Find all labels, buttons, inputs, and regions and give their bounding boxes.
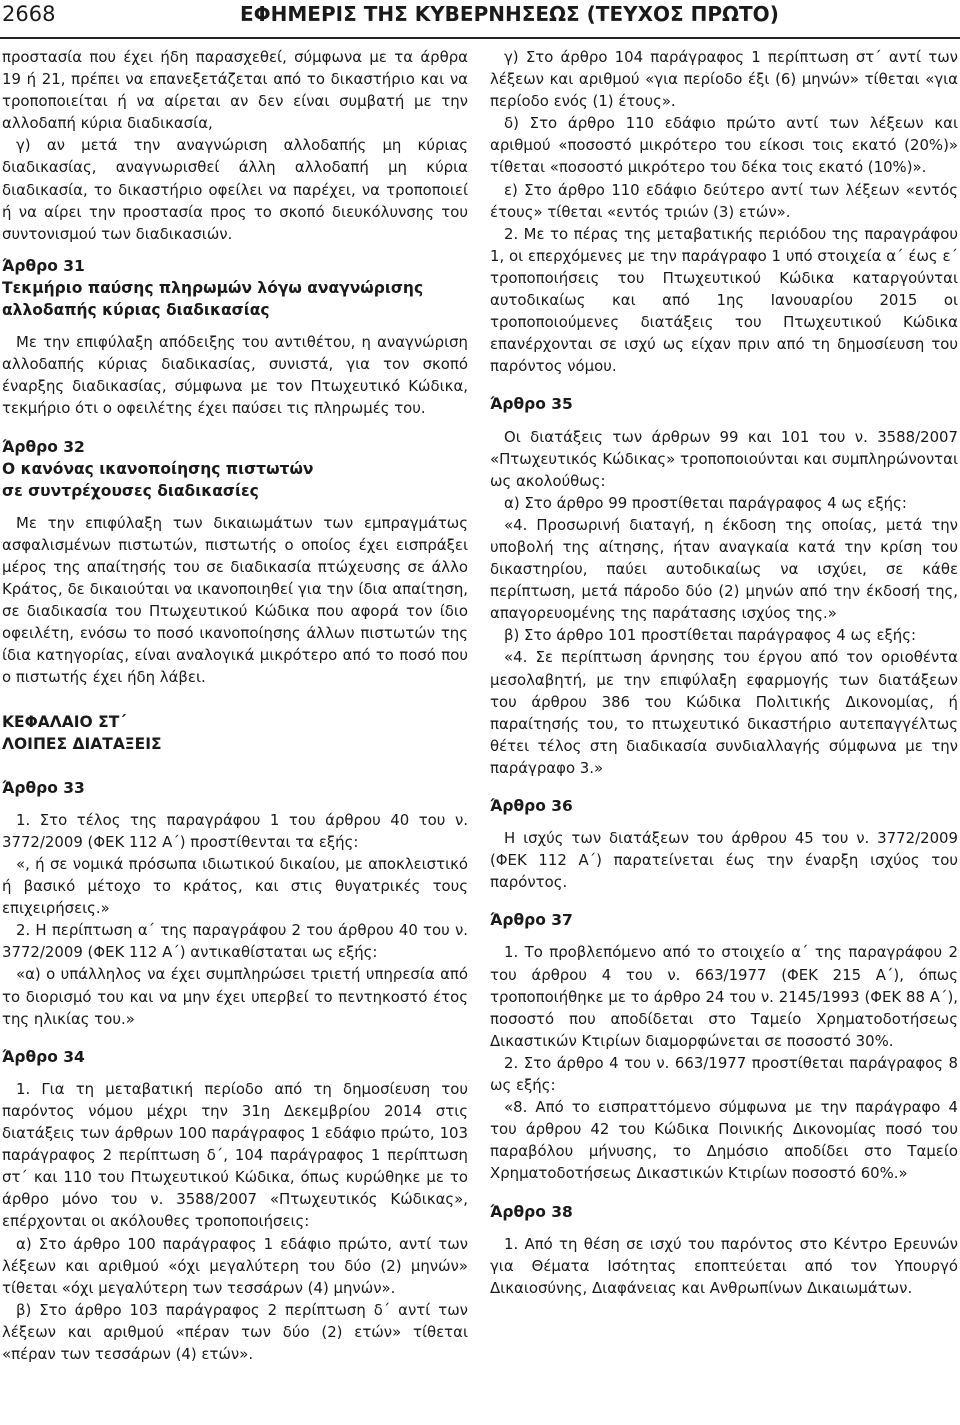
paragraph: «, ή σε νομικά πρόσωπα ιδιωτικού δικαίου, με αποκλειστικό ή βασικό μέτοχο το κράτος, και στις θυγατρικές τους επιχειρήσεις.» — [2, 855, 468, 918]
article-heading: Άρθρο 32 — [2, 437, 85, 456]
article-title: αλλοδαπής κύριας διαδικασίας — [2, 301, 270, 320]
paragraph: «α) ο υπάλληλος να έχει συμπληρώσει τριετή υπηρεσία από το διορισμό του και να μην έχει υπερβεί το πεντηκοστό έτος της ηλικίας του.» — [2, 965, 468, 1028]
paragraph: 1. Το προβλεπόμενο από το στοιχείο α΄ της παραγράφου 2 του άρθρου 4 του ν. 663/1977 (ΦΕΚ 215 Α΄), όπως τροποποιήθηκε με το άρθρο 24 του ν. 2145/1993 (ΦΕΚ 88 Α΄), ποσοστό που αποδίδεται στο Ταμείο Χρηματοδοτήσεως Δικαστικών Κτιρίων διαμορφώνεται σε ποσοστό 30%. — [490, 943, 958, 1050]
article-heading: Άρθρο 35 — [490, 395, 573, 414]
chapter-heading: ΚΕΦΑΛΑΙΟ ΣΤ΄ — [2, 712, 127, 731]
paragraph: β) Στο άρθρο 101 προστίθεται παράγραφος 4 ως εξής: — [504, 626, 917, 645]
paragraph: 1. Από τη θέση σε ισχύ του παρόντος στο Κέντρο Ερευνών για Θέματα Ισότητας εποπτεύεται από τον Υπουργό Δικαιοσύνης, Διαφάνειας και Ανθρωπίνων Δικαιωμάτων. — [490, 1234, 958, 1297]
header-rule — [0, 37, 960, 39]
paragraph: 2. Στο άρθρο 4 του ν. 663/1977 προστίθεται παράγραφος 8 ως εξής: — [490, 1053, 958, 1095]
paragraph: «4. Σε περίπτωση άρνησης του έργου από τον οριοθέντα μεσολαβητή, με την επιφύλαξη εφαρμογής των διατάξεων του άρθρου 386 του Κώδικα Πολιτικής Δικονομίας, ή παραίτησής του, το πτωχευτικό δικαστήριο αυτεπαγγέλτως θέτει τέλος στη διαδικασία συνδιαλλαγής σύμφωνα με την παράγραφο 3.» — [490, 648, 958, 777]
article-title: σε συντρέχουσες διαδικασίες — [2, 481, 259, 500]
article-heading: Άρθρο 34 — [2, 1047, 85, 1066]
paragraph: γ) Στο άρθρο 104 παράγραφος 1 περίπτωση στ΄ αντί των λέξεων και αριθμού «για περίοδο έξι (6) μηνών» τίθεται «για περίοδο ενός (1) έτους». — [490, 48, 958, 111]
right-column — [490, 46, 958, 1299]
page-header — [0, 0, 960, 40]
article-heading: Άρθρο 33 — [2, 778, 85, 797]
paragraph: Με την επιφύλαξη απόδειξης του αντιθέτου, η αναγνώριση αλλοδαπής κύριας διαδικασίας, συνιστά, για τον σκοπό έναρξης διαδικασίας, σύμφωνα με τον Πτωχευτικό Κώδικα, τεκμήριο ότι ο οφειλέτης έχει παύσει τις πληρωμές του. — [2, 333, 468, 418]
page-number: 2668 — [2, 2, 56, 26]
paragraph: Με την επιφύλαξη των δικαιωμάτων των εμπραγμάτως ασφαλισμένων πιστωτών, πιστωτής ο οποίος έχει εισπράξει μέρος της απαίτησής του σε διαδικασία πτώχευσης σε άλλο Κράτος, δε δικαιούται να ικανοποιηθεί για την ίδια απαίτηση, σε διαδικασία του Πτωχευτικού Κώδικα που αφορά τον ίδιο οφειλέτη, ενόσω το ποσό ικανοποίησης άλλων πιστωτών της ίδια κατηγορίας, είναι αναλογικά μικρότερο από το ποσό που ο πιστωτής έχει ήδη λάβει. — [2, 513, 468, 687]
paragraph: προστασία που έχει ήδη παρασχεθεί, σύμφωνα με τα άρθρα 19 ή 21, πρέπει να επανεξετάζεται από το δικαστήριο και να τροποποιείται ή να αίρεται αν δεν είναι συμβατή με την αλλοδαπή κύρια διαδικασία, — [2, 48, 468, 133]
paragraph: α) Στο άρθρο 99 προστίθεται παράγραφος 4 ως εξής: — [504, 493, 907, 512]
paragraph: α) Στο άρθρο 100 παράγραφος 1 εδάφιο πρώτο, αντί των λέξεων και αριθμού «όχι μεγαλύτερη του δύο (2) μηνών» τίθεται «όχι μεγαλύτερη των τεσσάρων (4) μηνών». — [2, 1234, 468, 1297]
paragraph: γ) αν μετά την αναγνώριση αλλοδαπής μη κύριας διαδικασίας, αναγνωρισθεί άλλη αλλοδαπή μη κύρια διαδικασία, το δικαστήριο οφείλει να παρέχει, να τροποποιεί ή να αίρει την προστασία προς το σκοπό διευκόλυνσης του συντονισμού των διαδικασιών. — [2, 136, 468, 243]
article-title: Ο κανόνας ικανοποίησης πιστωτών — [2, 459, 314, 478]
paragraph: 1. Στο τέλος της παραγράφου 1 του άρθρου 40 του ν. 3772/2009 (ΦΕΚ 112 Α΄) προστίθενται τα εξής: — [2, 810, 468, 851]
paragraph: «4. Προσωρινή διαταγή, η έκδοση της οποίας, μετά την υποβολή της αίτησης, ήταν αναγκαία κατά την κρίση του δικαστηρίου, παύει αυτοδικαίως να ισχύει, σε κάθε περίπτωση, μετά πάροδο δύο (2) μηνών από την έκδοσή της, απαγορευομένης της παράτασης ισχύος της.» — [490, 515, 958, 623]
paragraph: 2. Με το πέρας της μεταβατικής περιόδου της παραγράφου 1, οι επερχόμενες με την παράγραφο 1 υπό στοιχεία α΄ έως ε΄ τροποποιήσεις του Πτωχευτικού Κώδικα καταργούνται αυτοδικαίως και από 1ης Ιανουαρίου 2015 οι τροποποιούμενες διατάξεις του Πτωχευτικού Κώδικα επανέρχονται σε ισχύ ως είχαν πριν από τη δημοσίευση του παρόντος νόμου. — [490, 224, 958, 376]
paragraph: Η ισχύς των διατάξεων του άρθρου 45 του ν. 3772/2009 (ΦΕΚ 112 Α΄) παρατείνεται έως την έναρξη ισχύος του παρόντος. — [490, 829, 958, 892]
paragraph: δ) Στο άρθρο 110 εδάφιο πρώτο αντί των λέξεων και αριθμού «ποσοστό μικρότερο του είκοσι τοις εκατό (20%)» τίθεται «ποσοστό μικρότερο του δέκα τοις εκατό (10%)». — [490, 114, 958, 177]
paragraph: 1. Για τη μεταβατική περίοδο από τη δημοσίευση του παρόντος νόμου μέχρι την 31η Δεκεμβρίου 2014 στις διατάξεις των άρθρων 100 παράγραφος 1 εδάφιο πρώτο, 103 παράγραφος 2 περίπτωση δ΄, 104 παράγραφος 1 περίπτωση στ΄ και 110 του Πτωχευτικού Κώδικα, όπως κυρώθηκε με το άρθρο μόνο του ν. 3588/2007 «Πτωχευτικός Κώδικας», επέρχονται οι ακόλουθες τροποποιήσεις: — [2, 1079, 468, 1231]
left-column — [2, 46, 468, 1365]
paragraph: «8. Από το εισπραττόμενο σύμφωνα με την παράγραφο 4 του άρθρου 42 του Κώδικα Ποινικής Δικονομίας ποσό του παραβόλου μήνυσης, το Δημόσιο αποδίδει στο Ταμείο Χρηματοδοτήσεως Δικαστικών Κτιρίων ποσοστό 60%.» — [490, 1098, 958, 1183]
article-title: Τεκμήριο παύσης πληρωμών λόγω αναγνώρισης — [2, 278, 424, 297]
paragraph: 2. Η περίπτωση α΄ της παραγράφου 2 του άρθρου 40 του ν. 3772/2009 (ΦΕΚ 112 Α΄) αντικαθίσταται ως εξής: — [2, 921, 468, 962]
article-heading: Άρθρο 37 — [490, 911, 573, 930]
paragraph: β) Στο άρθρο 103 παράγραφος 2 περίπτωση δ΄ αντί των λέξεων και αριθμού «πέραν των δύο (2) ετών» τίθεται «πέραν των τεσσάρων (4) ετών». — [2, 1300, 468, 1363]
chapter-title: ΛΟΙΠΕΣ ΔΙΑΤΑΞΕΙΣ — [2, 734, 162, 753]
paragraph: ε) Στο άρθρο 110 εδάφιο δεύτερο αντί των λέξεων «εντός έτους» τίθεται «εντός τριών (3) ετών». — [490, 180, 958, 221]
running-title: ΕΦΗΜΕΡΙΣ ΤΗΣ ΚΥΒΕΡΝΗΣΕΩΣ (ΤΕΥΧΟΣ ΠΡΩΤΟ) — [240, 2, 779, 26]
paragraph: Οι διατάξεις των άρθρων 99 και 101 του ν. 3588/2007 «Πτωχευτικός Κώδικας» τροποποιούνται και συμπληρώνονται ως ακολούθως: — [490, 427, 958, 490]
article-heading: Άρθρο 36 — [490, 797, 573, 815]
article-heading: Άρθρο 31 — [2, 256, 85, 275]
article-heading: Άρθρο 38 — [490, 1202, 573, 1221]
